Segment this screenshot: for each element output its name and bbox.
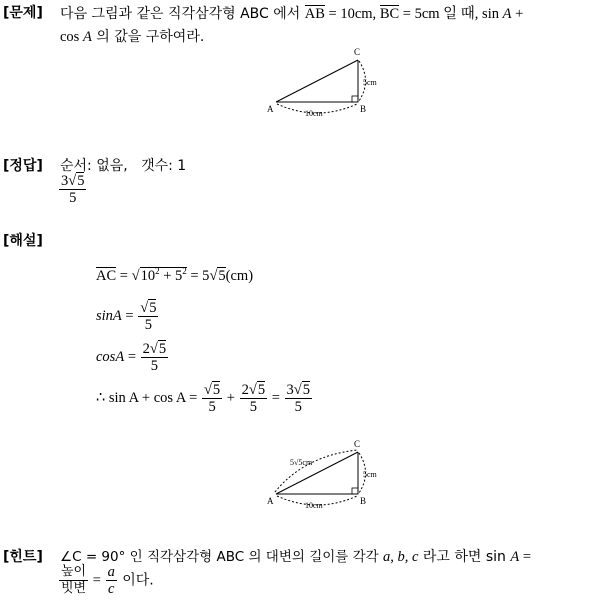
segment-bc: BC: [379, 6, 400, 22]
hypotenuse-ac: [276, 452, 358, 494]
hint-line-1: [60, 545, 531, 566]
vertex-b-label: B: [360, 104, 367, 114]
brace-ac: [275, 450, 357, 492]
bc-length: = 5cm 일 때, sin: [399, 6, 503, 22]
problem-label: [문제]: [3, 5, 43, 21]
var-a: A: [510, 549, 520, 565]
triangle-figure-2: [262, 436, 392, 516]
right-angle-mark: [352, 488, 358, 494]
answer-label: [정답]: [3, 158, 43, 174]
side-ab-label: 10cm: [305, 109, 323, 118]
hint-label: [힌트]: [3, 549, 43, 565]
vertex-a-label: A: [267, 104, 274, 114]
vertex-c-label: C: [354, 439, 361, 449]
vertex-b-label: B: [360, 496, 367, 506]
side-bc-label: 5cm: [363, 78, 377, 87]
hint-line-2: $\frac{\text{높이}}{\text{빗변}}$ = $\frac{a}{c}$ 이다.: [61, 564, 154, 597]
solution-line-ac: AC = $√10^2 + 5^2 = 5√5(cm)$: [96, 266, 254, 284]
triangle-figure-1: [262, 44, 392, 120]
side-ac-label: 5√5cm: [290, 458, 313, 467]
problem-text: 다음 그림과 같은 직각삼각형 ABC 에서: [60, 6, 305, 22]
answer-fraction: $\frac{3√5}{5}$: [61, 173, 85, 206]
ab-length: = 10cm,: [324, 6, 380, 22]
problem-line-2: [60, 26, 204, 46]
var-a: A: [502, 6, 512, 22]
hint-text-2: 라고 하면 sin: [418, 549, 511, 565]
cos-text: cos: [60, 29, 83, 45]
vertex-a-label: A: [267, 496, 274, 506]
problem-question: 의 값을 구하여라.: [91, 29, 205, 45]
side-ab-label: 10cm: [305, 501, 323, 510]
solution-label: [해설]: [3, 233, 43, 249]
plus-sign: +: [511, 6, 524, 22]
side-bc-label: 5cm: [363, 470, 377, 479]
problem-line-1: [60, 2, 523, 23]
hint-text: ∠C = 90° 인 직각삼각형 ABC 의 대변의 길이를 각각: [60, 549, 383, 565]
answer-order-count: 순서: 없음, 갯수: 1: [60, 158, 187, 174]
solution-line-cosa: cosA = $\frac{2√5}{5}$: [96, 341, 167, 374]
hint-fraction-vars: $\frac{a}{c}$: [107, 564, 115, 597]
solution-line-sina: sinA = $\frac{√5}{5}$: [96, 300, 157, 333]
hint-end: 이다.: [117, 572, 154, 589]
right-angle-mark: [352, 96, 358, 102]
solution-line-sum: ∴ sin A + cos A = $\frac{√5}{5}$ + $\frac{2√5}{5}$ = $\frac{3√5}{5}$: [96, 382, 310, 415]
var-a: A: [82, 29, 92, 45]
hypotenuse-ac: [276, 60, 358, 102]
equals-sign: =: [519, 549, 532, 565]
hint-vars: a, b, c: [382, 549, 419, 565]
segment-ab: AB: [304, 6, 325, 22]
hint-fraction-words: $\frac{\text{높이}}{\text{빗변}}$: [61, 564, 87, 596]
vertex-c-label: C: [354, 47, 361, 57]
